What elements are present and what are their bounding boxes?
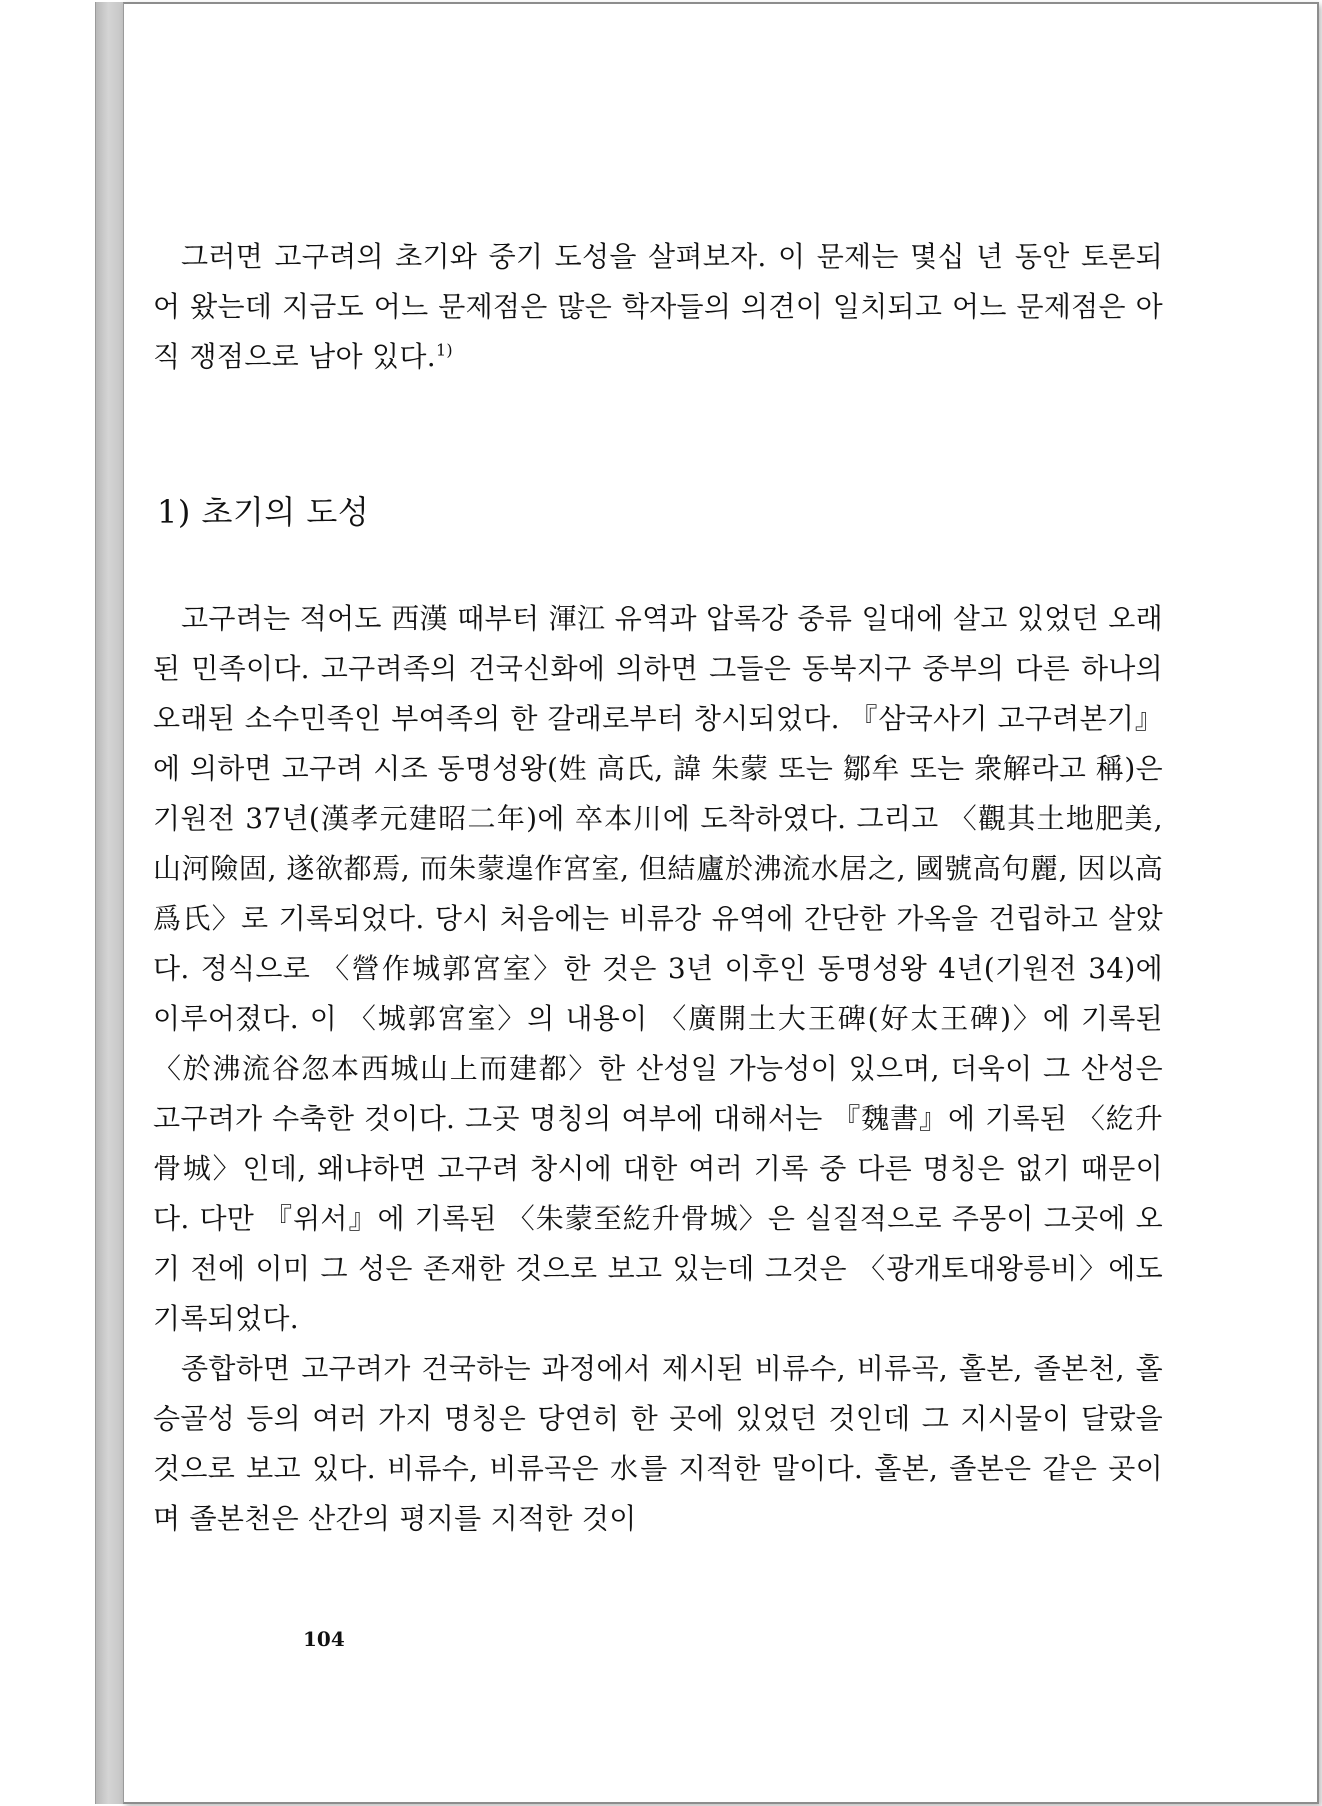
intro-paragraph [153, 232, 1163, 382]
body-paragraph-1: 고구려는 적어도 西漢 때부터 渾江 유역과 압록강 중류 일대에 살고 있었던 오래된 민족이다. 고구려족의 건국신화에 의하면 그들은 동북지구 중부의 다른 하나의 오래된 소수민족인 부여족의 한 갈래로부터 창시되었다. 『삼국사기 고구려본기』에 의하면 고구려 시조 동명성왕(姓 高氏, 諱 朱蒙 또는 鄒牟 또는 衆解라고 稱)은 기원전 37년(漢孝元建昭二年)에 卒本川에 도착하였다. 그리고 〈觀其土地肥美, 山河險固, 遂欲都焉, 而朱蒙遑作宮室, 但結廬於沸流水居之, 國號高句麗, 因以高爲氏〉로 기록되었다. 당시 처음에는 비류강 유역에 간단한 가옥을 건립하고 살았다. 정식으로 〈營作城郭宮室〉한 것은 3년 이후인 동명성왕 4년(기원전 34)에 이루어졌다. 이 〈城郭宮室〉의 내용이 〈廣開土大王碑(好太王碑)〉에 기록된 〈於沸流谷忽本西城山上而建都〉한 산성일 가능성이 있으며, 더욱이 그 산성은 고구려가 수축한 것이다. 그곳 명칭의 여부에 대해서는 『魏書』에 기록된 〈紇升骨城〉인데, 왜냐하면 고구려 창시에 대한 여러 기록 중 다른 명칭은 없기 때문이다. 다만 『위서』에 기록된 〈朱蒙至紇升骨城〉은 실질적으로 주몽이 그곳에 오기 전에 이미 그 성은 존재한 것으로 보고 있는데 그것은 〈광개토대왕릉비〉에도 기록되었다. [153, 602, 1163, 1335]
section-heading: 1) 초기의 도성 [157, 493, 370, 531]
page-content [153, 232, 1163, 1544]
intro-text: 그러면 고구려의 초기와 중기 도성을 살펴보자. 이 문제는 몇십 년 동안 토론되어 왔는데 지금도 어느 문제점은 많은 학자들의 의견이 일치되고 어느 문제점은 아직 쟁점으로 남아 있다. [153, 240, 1163, 373]
footnote-marker: 1) [435, 340, 453, 360]
body-paragraph-2: 종합하면 고구려가 건국하는 과정에서 제시된 비류수, 비류곡, 홀본, 졸본천, 홀승골성 등의 여러 가지 명칭은 당연히 한 곳에 있었던 것인데 그 지시물이 달랐을 것으로 보고 있다. 비류수, 비류곡은 水를 지적한 말이다. 홀본, 졸본은 같은 곳이며 졸본천은 산간의 평지를 지적한 것이 [153, 1352, 1163, 1535]
book-page-edge [95, 2, 123, 1804]
page-number: 104 [303, 1627, 345, 1651]
